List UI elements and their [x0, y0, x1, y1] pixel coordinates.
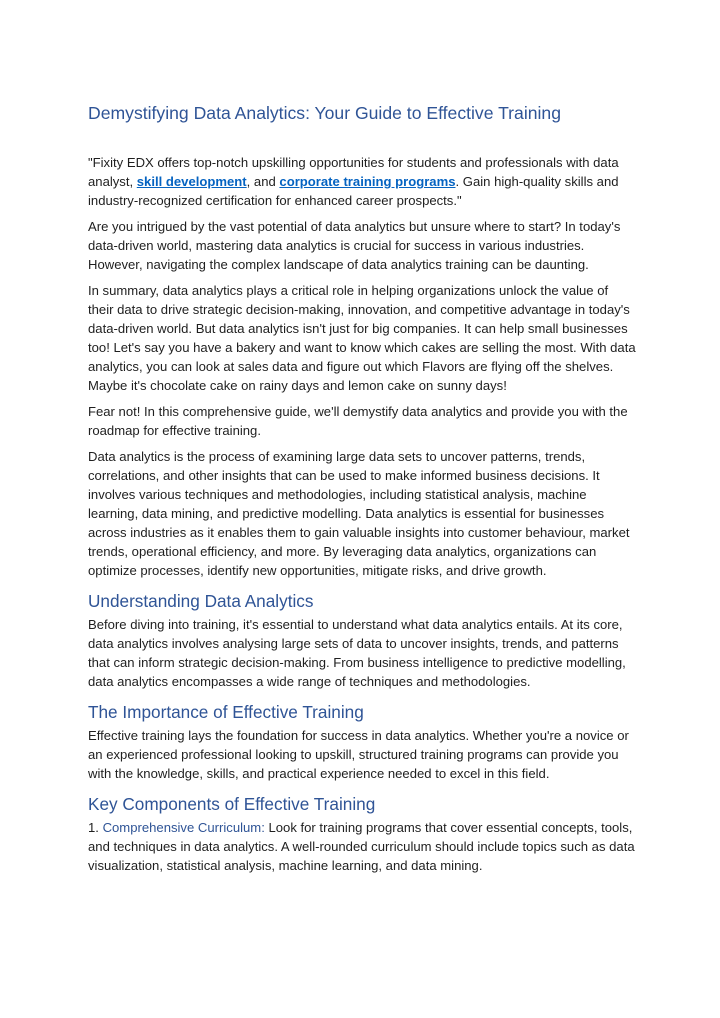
list-item-comprehensive-curriculum [88, 818, 636, 875]
section-heading-importance: The Importance of Effective Training [88, 702, 364, 722]
paragraph-fear-not: Fear not! In this comprehensive guide, we'll demystify data analytics and provide you with the roadmap for effective training. [88, 404, 628, 438]
list-item-number: 1. [88, 820, 99, 835]
intro-text-3: . Gain high-quality skills and industry-recognized certification for enhanced career prospects." [88, 174, 619, 208]
list-item-heading: Comprehensive Curriculum: [102, 820, 265, 835]
section-heading-understanding: Understanding Data Analytics [88, 591, 314, 611]
skill-development-link[interactable]: skill development [136, 174, 247, 189]
section-text-importance: Effective training lays the foundation for success in data analytics. Whether you're a novice or an experienced professional looking to upskill, structured training programs can provide you with the knowledge, skills, and practical experience needed to excel in this field. [88, 728, 629, 781]
paragraph-summary: In summary, data analytics plays a critical role in helping organizations unlock the value of their data to drive strategic decision-making, innovation, and competitive advantage in today's data-driven world. But data analytics isn't just for big companies. It can help small businesses too! Let's say you have a bakery and want to know which cakes are selling the most. With data analytics, you can look at sales data and figure out which Flavors are flying off the shelves. Maybe it's chocolate cake on rainy days and lemon cake on sunny days! [88, 283, 636, 393]
document-body [88, 153, 636, 882]
paragraph-intrigued: Are you intrigued by the vast potential of data analytics but unsure where to start? In today's data-driven world, mastering data analytics is crucial for success in various industries. However, navigating the complex landscape of data analytics training can be daunting. [88, 219, 621, 272]
paragraph-definition: Data analytics is the process of examining large data sets to uncover patterns, trends, correlations, and other insights that can be used to make informed business decisions. It involves various techniques and methodologies, including statistical analysis, machine learning, data mining, and predictive modelling. Data analytics is essential for businesses across industries as it enables them to gain valuable insights into customer behaviour, market trends, operational efficiency, and more. By leveraging data analytics, organizations can optimize processes, identify new opportunities, mitigate risks, and drive growth. [88, 449, 630, 578]
corporate-training-link[interactable]: corporate training programs [279, 174, 456, 189]
intro-paragraph [88, 153, 636, 210]
list-item-text: Look for training programs that cover essential concepts, tools, and techniques in data analytics. A well-rounded curriculum should include topics such as data visualization, statistical analysis, machine learning, and data mining. [88, 820, 635, 873]
section-heading-key-components: Key Components of Effective Training [88, 794, 376, 814]
document-title: Demystifying Data Analytics: Your Guide to Effective Training [88, 103, 561, 123]
section-text-understanding: Before diving into training, it's essential to understand what data analytics entails. At its core, data analytics involves analysing large sets of data to uncover insights, trends, and patterns that can inform strategic decision-making. From business intelligence to predictive modelling, data analytics encompasses a wide range of techniques and methodologies. [88, 617, 626, 689]
intro-text-1: "Fixity EDX offers top-notch upskilling opportunities for students and professionals with data analyst, [88, 155, 619, 189]
intro-text-2: , and [246, 174, 280, 189]
